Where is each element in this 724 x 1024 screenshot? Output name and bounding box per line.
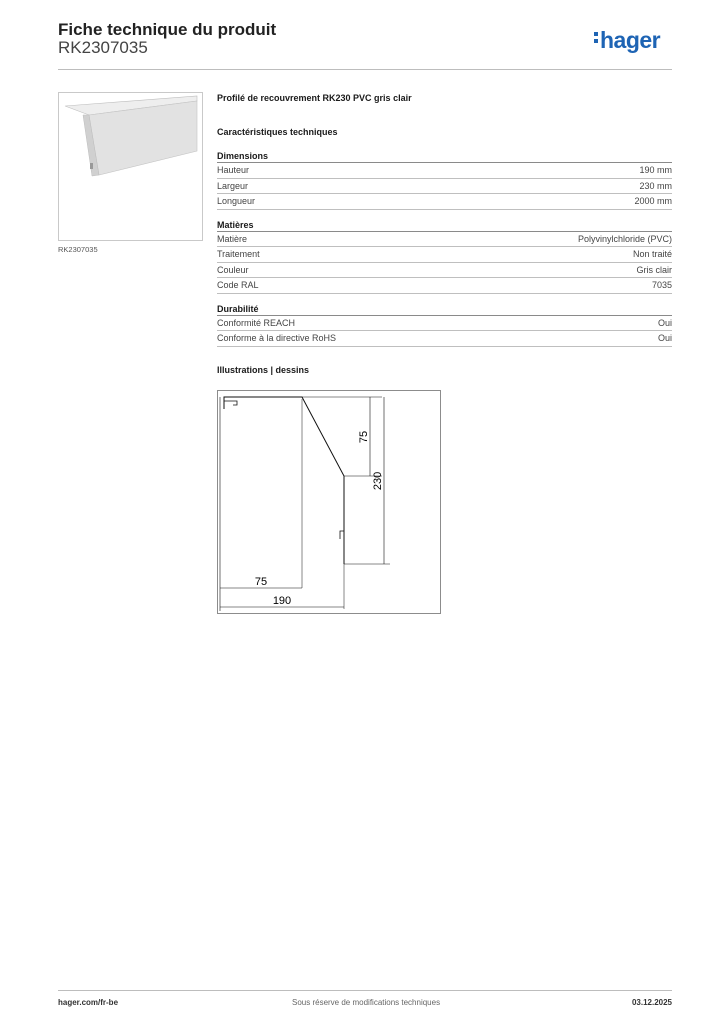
dim-label-v-top: 75	[358, 430, 370, 444]
spec-value: 7035	[651, 280, 672, 290]
footer-disclaimer: Sous réserve de modifications techniques	[292, 998, 441, 1007]
spec-value: Oui	[657, 317, 672, 328]
spec-label: Conforme à la directive RoHS	[217, 333, 337, 343]
technical-drawing	[217, 390, 441, 614]
section-materials-title: Matières	[217, 220, 672, 232]
hager-logo[interactable]	[594, 27, 660, 54]
spec-row	[217, 316, 672, 332]
dim-label-h-total: 190	[272, 595, 292, 607]
footer-date: 03.12.2025	[631, 998, 672, 1007]
dim-label-h-small: 75	[254, 576, 268, 588]
product-title: Profilé de recouvrement RK230 PVC gris clair	[217, 93, 412, 103]
spec-label: Conformité REACH	[217, 317, 296, 328]
header-divider	[58, 69, 672, 70]
spec-row	[217, 247, 672, 263]
spec-label: Traitement	[217, 249, 260, 259]
specs-heading: Caractéristiques techniques	[217, 127, 338, 137]
spec-value: Oui	[657, 333, 672, 343]
spec-row	[217, 232, 672, 248]
product-image	[58, 92, 203, 241]
spec-row	[217, 179, 672, 195]
spec-row	[217, 194, 672, 210]
spec-row	[217, 163, 672, 179]
spec-label: Longueur	[217, 196, 256, 206]
product-profile-icon	[59, 93, 202, 240]
spec-value: 2000 mm	[634, 196, 672, 206]
profile-section-drawing	[218, 391, 440, 613]
spec-row	[217, 263, 672, 279]
spec-label: Couleur	[217, 264, 249, 275]
section-dimensions-title: Dimensions	[217, 151, 672, 163]
logo-text: hager	[600, 27, 661, 53]
spec-label: Largeur	[217, 180, 249, 191]
spec-value: Gris clair	[636, 264, 672, 275]
section-durability-title: Durabilité	[217, 304, 672, 316]
spec-value: Non traité	[632, 249, 672, 259]
spec-row	[217, 331, 672, 347]
spec-row	[217, 278, 672, 294]
footer-divider	[58, 990, 672, 991]
spec-label: Code RAL	[217, 280, 259, 290]
product-code: RK2307035	[58, 38, 148, 57]
spec-value: Polyvinylchloride (PVC)	[577, 233, 672, 244]
dim-label-v-total: 230	[372, 471, 384, 491]
footer-url-link[interactable]: hager.com/fr-be	[58, 998, 119, 1007]
spec-label: Hauteur	[217, 165, 250, 175]
page-title: Fiche technique du produit	[58, 20, 277, 39]
spec-panel	[217, 93, 672, 375]
spec-label: Matière	[217, 233, 248, 244]
spec-value: 190 mm	[639, 165, 672, 175]
logo-dots-icon	[594, 29, 599, 46]
illustrations-heading: Illustrations | dessins	[217, 364, 310, 375]
product-image-caption: RK2307035	[58, 245, 98, 254]
spec-value: 230 mm	[639, 180, 672, 191]
